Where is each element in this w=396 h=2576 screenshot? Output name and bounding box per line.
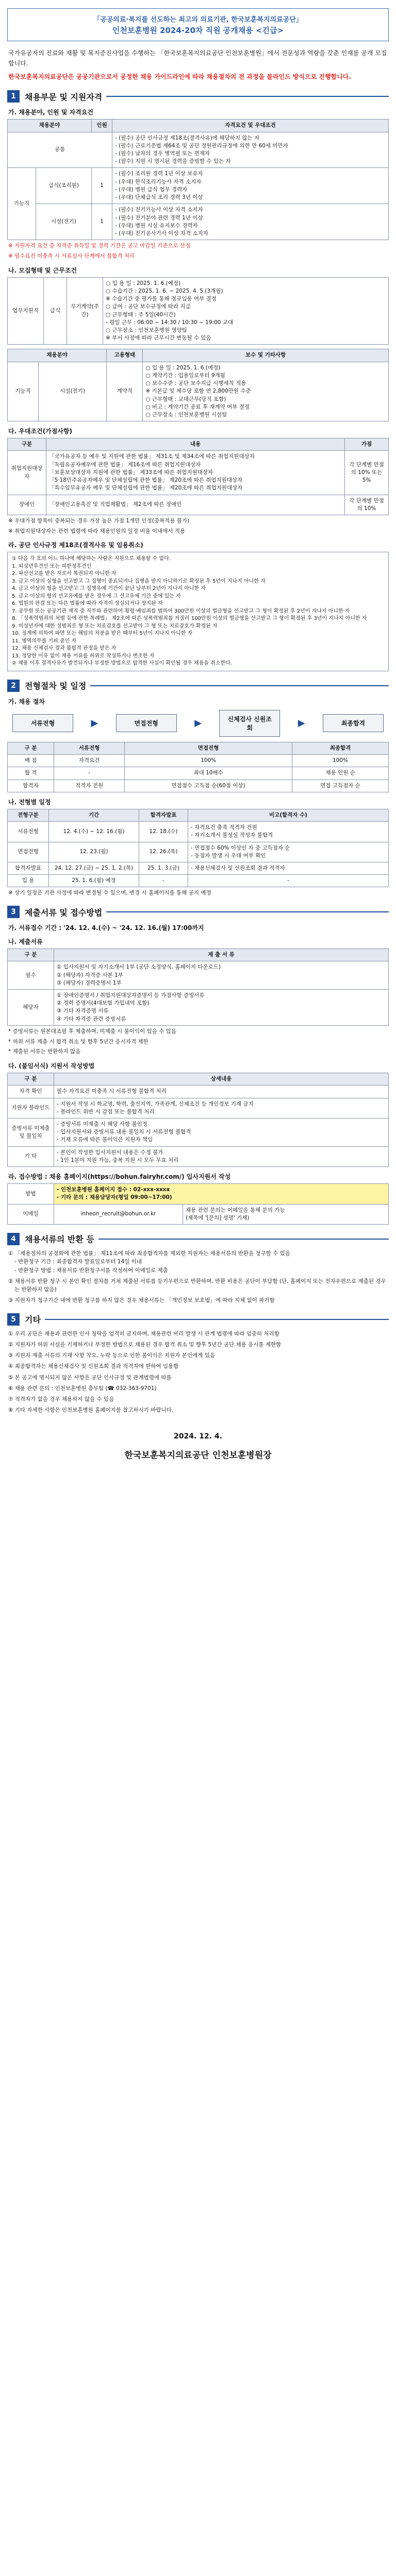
return-policy-list	[8, 1249, 388, 1305]
row-label: 방법	[8, 1184, 54, 1204]
section3-sub-a: 가. 서류접수 기간 : '24. 12. 4.(수) ~ '24. 12. 16.(월) 17:00까지	[8, 924, 204, 932]
employment-type: 무기계약(주간)	[67, 277, 103, 345]
table-row	[8, 862, 389, 874]
table-header: 구 분	[8, 949, 54, 961]
job-subcategory: 시설(전기)	[39, 362, 107, 421]
table-header: 내용	[46, 438, 345, 451]
table-header: 전형구분	[8, 809, 49, 821]
section4-number: 4	[7, 1233, 20, 1245]
table-header: 인원	[92, 120, 112, 132]
cell: - 지원서 작성 시 학교명, 학력, 출신지역, 가족관계, 신체조건 등 개인정보 기재 금지 - 블라인드 위반 시 감점 또는 불합격 처리	[54, 1098, 389, 1118]
note: * 제출된 서류는 반환하지 않음	[8, 1048, 81, 1055]
table-row	[8, 1184, 389, 1204]
table-header: 합격자발표	[139, 809, 188, 821]
note: * 증빙서류는 원본대조필 후 제출하며, 미제출 시 불이익이 있을 수 있음	[8, 1028, 176, 1035]
process-table	[7, 742, 389, 792]
cell: 적격자 전원	[54, 779, 125, 792]
row-label: 이메일	[8, 1204, 54, 1224]
table-header: 구분	[8, 438, 46, 451]
cell: 25. 1. 3.(금)	[139, 862, 188, 874]
table-row	[8, 451, 389, 495]
table-row	[8, 961, 389, 990]
cell: 25. 1. 6.(월) 예정	[49, 875, 139, 887]
job-headcount: 1	[92, 168, 112, 204]
row-label: 차격 확인	[8, 1086, 54, 1098]
section5-title: 기타	[25, 1315, 41, 1325]
table-header: 기간	[49, 809, 139, 821]
preference-points: 각 단계별 만점의 10% 또는 5%	[345, 451, 389, 495]
row-label: 해당자	[8, 990, 54, 1026]
row-label: 합격자발표	[8, 862, 49, 874]
cell: 면접 고득점자 순	[292, 779, 389, 792]
common-requirements: - (필수) 공단 인사규정 제18조(결격사유)에 해당하지 않는 자 - (필수) 근로기준법 제64조 및 공단 정원관리규정에 의한 만 60세 미만자 - (필수) 남자의 경우 병역필 또는 면제자 - (필수) 지원 시 명시된 경력을 증빙할 수 있는 자	[112, 132, 389, 168]
flow-step-checkup: 신체검사 신원조회	[219, 710, 280, 737]
section3-header	[7, 906, 389, 918]
table-row	[8, 1204, 389, 1224]
section1-header	[7, 90, 389, 103]
cell: ① 장애인증명서 / 취업지원대상자증명서 등 가점사항 증빙서류 ② 경력 증명서(4대보험 가입내역 포함) ③ 기타 자격증명 서류 ④ 기타 자격증 관련 증빙서류	[54, 990, 389, 1026]
cell: - 면접점수 60% 이상인 자 중 고득점자 순 - 동점자 발생 시 우대 여부 확인	[188, 842, 389, 862]
cell: 12. 26.(목)	[139, 842, 188, 862]
section2-number: 2	[7, 680, 20, 692]
cell: ① 입사지원서 및 자기소개서 1부 (공단 소정양식, 홈페이지 다운로드) ② (해당자) 자격증 사본 1부 ③ (해당자) 경력증명서 1부	[54, 961, 389, 990]
cell: - 인천보훈병원 홈페이지 접수 : 02-xxx-xxxx - 기타 문의 : 채용담당자(평일 09:00~17:00)	[54, 1184, 389, 1204]
cell: 자격요건	[54, 755, 125, 767]
cell: -	[188, 875, 389, 887]
table-row	[8, 755, 389, 767]
table-row	[8, 1146, 389, 1166]
page-title: 인천보훈병원 2024-20차 직원 공개채용 <긴급>	[112, 26, 284, 35]
application-guide-table	[7, 1073, 389, 1167]
job-requirements: - (필수) 전기기능사 이상 자격 소지자 - (필수) 전기분야 관련 경력 1년 이상 - (우대) 병원 시설 유지보수 경력자 - (우대) 전기공사기사 이상 자격 소지자	[112, 204, 389, 240]
section3-sub-b: 나. 제출서류	[8, 938, 43, 946]
table-row	[8, 779, 389, 792]
table-row	[8, 495, 389, 515]
section5-number: 5	[7, 1313, 20, 1326]
list-item: ④ 최종합격자는 채용신체검사 및 신원조회 결과 적격자에 한하여 임용함	[8, 1363, 179, 1370]
note: ※ 상기 일정은 기관 사정에 따라 변경될 수 있으며, 변경 시 홈페이지를 통해 공지 예정	[8, 890, 211, 896]
row-label: 서류전형	[8, 822, 49, 842]
section1-title: 채용부문 및 지원자격	[25, 92, 103, 102]
cell: 필수 자격요건 미충족 시 서류전형 불합격 처리	[54, 1086, 389, 1098]
cell: 채용 인원 순	[292, 767, 389, 779]
section1-sub-c: 다. 우대조건(가점사항)	[8, 428, 73, 435]
preference-type: 취업지원대상자	[8, 451, 46, 495]
common-label: 공통	[8, 132, 112, 168]
job-subcategory: 급식(조리원)	[36, 168, 92, 204]
list-item: ⑥ 채용 관련 문의 : 인천보훈병원 총무팀 (☎ 032-363-9701)	[8, 1385, 157, 1392]
etc-list	[8, 1330, 388, 1415]
table-row	[8, 822, 389, 842]
table-header: 채용분야	[8, 120, 92, 132]
section5-header	[7, 1313, 389, 1326]
row-label: 배 점	[8, 755, 54, 767]
employment-conditions: ○ 입 용 일 : 2025. 1. 6.(예정) ○ 계약기간 : 입용일로부터 9개월 ○ 보수수준 : 공단 보수지급 시행세칙 적용 ※ 기본급 및 제수당 포함 연 2,800만원 수준 ○ 근무형태 : 교대근무(당직 포함) ○ 비고 : 계약기간 종료 후 재계약 여부 결정 ○ 근무장소 : 인천보훈병원 시설팀	[143, 362, 389, 421]
note: ※ 취업지원대상자는 관련 법령에 따라 채용인원의 일정 비율 이내에서 적용	[8, 528, 186, 534]
job-headcount: 1	[92, 204, 112, 240]
section1-sub-b: 나. 모집형태 및 근무조건	[8, 266, 77, 274]
preference-type: 장애인	[8, 495, 46, 515]
table-row	[8, 767, 389, 779]
flow-step-document: 서류전형	[12, 714, 73, 732]
issuer-name: 한국보훈복지의료공단 인천보훈병원장	[124, 1450, 272, 1461]
note: ※ 지원자격 요건 중 자격증 취득일 및 경력 기간은 공고 마감일 기준으로 산정	[8, 243, 191, 249]
list-item: ③ 지원자가 청구기간 내에 반환 청구를 하지 않은 경우 채용서류는 「개인정보 보호법」에 따라 지체 없이 파기함	[8, 1297, 275, 1304]
row-label: 필수	[8, 961, 54, 990]
cell: 최대 10배수	[125, 767, 292, 779]
section2-sub-b: 나. 전형별 일정	[8, 798, 51, 806]
list-item: ⑦ 적격자가 없을 경우 채용하지 않을 수 있음	[8, 1396, 114, 1403]
table-header: 구 분	[8, 1073, 54, 1086]
table-row	[8, 875, 389, 887]
section4-header	[7, 1233, 389, 1245]
section3-sub-c: 다. (붙임서식) 지원서 작성방법	[8, 1062, 95, 1070]
table-header: 면접전형	[125, 742, 292, 754]
table-row	[8, 1086, 389, 1098]
cell: 24. 12. 27.(금) ~ 25. 1. 2.(목)	[49, 862, 139, 874]
section-divider	[106, 96, 389, 97]
table-header: 가점	[345, 438, 389, 451]
arrow-right-icon: ▶	[194, 718, 202, 729]
employment-type: 계약직	[107, 362, 143, 421]
list-item: ① 「채용절차의 공정화에 관한 법률」 제11조에 따라 최종합격자를 제외한 지원자는 채용서류의 반환을 청구할 수 있음 - 반환청구 기간 : 최종합격자 발표일로부터 14일 이내 - 반환청구 방법 : 채용서류 반환청구서를 작성하여 이메일로 제출	[8, 1250, 290, 1274]
row-label: 합격자	[8, 779, 54, 792]
blind-recruit-notice: 한국보훈복지의료공단은 공공기관으로서 공정한 채용 가이드라인에 따라 채용절차의 전 과정을 블라인드 방식으로 진행합니다.	[8, 73, 351, 80]
job-category: 기능직	[8, 362, 39, 421]
table-header: 채용분야	[8, 349, 107, 362]
job-subcategory: 시설(전기)	[36, 204, 92, 240]
section2-title: 전형절차 및 일정	[25, 681, 87, 691]
cell: 12. 18.(수)	[139, 822, 188, 842]
employment-conditions: ○ 입 용 일 : 2025. 1. 6.(예정) ○ 수습기간 : 2025. 1. 6. ~ 2025. 4. 5.(3개월) ※ 수습기간 중 평가를 통해 정규임용 여부 결정 ○ 급여 : 공단 보수규정에 따라 지급 ○ 근무형태 : 주 5일(40시간) - 평일 근무 : 06:00 ~ 14:30 / 10:30 ~ 19:00 교대 ○ 근무장소 : 인천보훈병원 영양팀 ※ 부서 사정에 따라 근무시간 변동될 수 있음	[103, 277, 389, 345]
note: * 허위 서류 제출 시 합격 취소 및 향후 5년간 응시자격 제한	[8, 1038, 148, 1045]
cell: - 채용신체검사 및 신원조회 결과 적격자	[188, 862, 389, 874]
section3-number: 3	[7, 906, 20, 918]
job-subcategory: 급식	[44, 277, 67, 345]
table-header: 자격요건 및 우대조건	[112, 120, 389, 132]
section-divider	[90, 685, 389, 686]
table-row	[8, 842, 389, 862]
job-category: 기능직	[8, 168, 36, 240]
preference-table	[7, 438, 389, 515]
section2-header	[7, 680, 389, 692]
cell: -	[139, 875, 188, 887]
section1-number: 1	[7, 90, 20, 103]
section3-sub-d: 라. 접수방법 : 채용 홈페이지(https://bohun.fairyhr.com/) 입사지원서 작성	[8, 1173, 231, 1181]
table-row	[8, 1118, 389, 1147]
table-row	[8, 1098, 389, 1118]
table-header: 서류전형	[54, 742, 125, 754]
documents-table	[7, 948, 389, 1026]
row-label: 입 용	[8, 875, 49, 887]
cell: 12. 4.(수) ~ 12. 16.(월)	[49, 822, 139, 842]
cell: - 자격요건 충족 적격자 전원 - 자기소개서 불성실 작성자 불합격	[188, 822, 389, 842]
section1-sub-a: 가. 채용분야, 인원 및 자격요건	[8, 109, 93, 116]
list-item: ② 지원자가 허위 사실을 기재하거나 부정한 방법으로 채용된 경우 합격 취소 및 향후 5년간 공단 채용 응시를 제한함	[8, 1341, 282, 1348]
flow-step-interview: 면접전형	[116, 714, 177, 732]
cell: 12. 23.(월)	[49, 842, 139, 862]
disqualification-box: ① 다음 각 호의 어느 하나에 해당하는 사람은 직원으로 채용할 수 없다. 1. 피성년후견인 또는 피한정후견인 2. 파산선고를 받은 자로서 복권되지 아니한 자 3. 금고 이상의 실형을 선고받고 그 집행이 종료되거나 집행을 받지 아니하기로 확정된 후 5년이 지나지 아니한 자 4. 금고 이상의 형을 선고받고 그 집행유예 기간이 끝난 날부터 2년이 지나지 아니한 자 5. 금고 이상의 형의 선고유예를 받은 경우에 그 선고유예 기간 중에 있는 자 6. 법원의 판결 또는 다른 법률에 따라 자격이 상실되거나 정지된 자 7. 공무원 또는 공공기관 재직 중 직무와 관련하여 횡령·배임죄를 범하여 300만원 이상의 벌금형을 선고받고 그 형이 확정된 후 2년이 지나지 아니한 자 8. 「성폭력범죄의 처벌 등에 관한 특례법」 제2조에 따른 성폭력범죄를 저질러 100만원 이상의 벌금형을 선고받고 그 형이 확정된 후 3년이 지나지 아니한 자 9. 미성년자에 대한 성범죄로 형 또는 치료감호를 선고받아 그 형 또는 치료감호가 확정된 자 10. 징계에 의하여 파면 또는 해임의 처분을 받은 때부터 5년이 지나지 아니한 자 11. 병역의무를 기피 중인 자 12. 채용 신체검사 결과 불합격 판정을 받은 자 13. 정당한 이유 없이 채용 서류를 허위로 작성하거나 변조한 자 ② 채용 이후 결격사유가 발견되거나 부정한 방법으로 합격한 사실이 확인될 경우 채용을 취소한다.	[7, 552, 389, 671]
table-header: 상세내용	[54, 1073, 389, 1086]
table-header: 제 출 서 류	[54, 949, 389, 961]
job-requirements: - (필수) 조리원 경력 1년 이상 보유자 - (우대) 한식조리기능사 자격 소지자 - (우대) 병원 급식 업무 경력자 - (우대) 단체급식 조리 경력 3년 이상	[112, 168, 389, 204]
header-box	[7, 8, 389, 41]
section-divider	[45, 1319, 389, 1320]
row-label: 기 타	[8, 1146, 54, 1166]
table-header: 최종합격	[292, 742, 389, 754]
section4-title: 채용서류의 반환 등	[25, 1234, 94, 1245]
arrow-right-icon: ▶	[298, 718, 305, 729]
preference-points: 각 단계별 만점의 10%	[345, 495, 389, 515]
section-divider	[106, 911, 389, 912]
employment-table-1	[7, 277, 389, 345]
list-item: ⑧ 기타 자세한 사항은 인천보훈병원 홈페이지를 참고하시기 바랍니다.	[8, 1407, 174, 1414]
preference-content: 「장애인고용촉진 및 직업재활법」 제2조에 따른 장애인	[46, 495, 345, 515]
row-label: 면접전형	[8, 842, 49, 862]
cell: 100%	[292, 755, 389, 767]
table-header: 고용형태	[107, 349, 143, 362]
table-header: 보수 및 기타사항	[143, 349, 389, 362]
list-item: ② 채용서류 반환 청구 시 본인 확인 절차를 거쳐 제출된 서류를 등기우편으로 반환하며, 반환 비용은 공단이 부담함 (단, 홈페이지 또는 전자우편으로 제출된 경우는 반환하지 않음)	[8, 1278, 386, 1293]
row-label: 증빙서류 미제출 및 불일치	[8, 1118, 54, 1147]
arrow-right-icon: ▶	[91, 718, 98, 729]
table-header: 비고(합격자 수)	[188, 809, 389, 821]
contact-table	[7, 1183, 389, 1225]
job-category: 업무지원직	[8, 277, 44, 345]
header-subtitle: 「공공의료·복지를 선도하는 최고의 의료기관, 한국보훈복지의료공단」	[93, 16, 303, 24]
note: ※ 우대가점 항목이 중복되는 경우 가장 높은 가점 1개만 인정(중복적용 불가)	[8, 517, 190, 524]
intro-text: 국가유공자의 진료와 재활 및 복지증진사업을 수행하는 「한국보훈복지의료공단 인천보훈병원」에서 전문성과 역량을 갖춘 인재를 공개 모집합니다.	[8, 49, 387, 67]
list-item: ③ 지원자 제출 서류의 기재 사항 착오, 누락 등으로 인한 불이익은 지원자 본인에게 있음	[8, 1352, 216, 1359]
section3-title: 제출서류 및 접수방법	[25, 907, 103, 918]
table-header: 구 분	[8, 742, 54, 754]
section1-sub-d: 라. 공단 인사규정 제18조(결격사유 및 임용취소)	[8, 541, 143, 549]
table-row	[8, 990, 389, 1026]
cell: - 본인이 작성한 입사지원서 내용은 수정 불가 - 1인 1분야 지원 가능, 중복 지원 시 모두 무효 처리	[54, 1146, 389, 1166]
notice-date: 2024. 12. 4.	[174, 1432, 222, 1440]
preference-content: 「국가유공자 등 예우 및 지원에 관한 법률」 제31조 및 제34조에 따른 취업지원대상자 「독립유공자예우에 관한 법률」 제16조에 따른 취업지원대상자 「보훈보상대상자 지원에 관한 법률」 제33조에 따른 취업지원대상자 「5·18민주유공자예우 및 단체설립에 관한 법률」 제20조에 따른 취업지원대상자 「특수임무유공자 예우 및 단체설립에 관한 법률」 제20조에 따른 취업지원대상자	[46, 451, 345, 495]
row-label: 지원자 블라인드	[8, 1098, 54, 1118]
list-item: ① 우리 공단은 채용과 관련한 인사 청탁을 엄격히 금지하며, 채용관련 비리 발생 시 관계 법령에 따라 엄중히 처리함	[8, 1330, 279, 1337]
cell: - 증빙서류 미제출 시 해당 사항 불인정 - 입사지원서와 증빙서류 내용 불일치 시 서류전형 불합격 - 기재 오류에 따른 불이익은 지원자 책임	[54, 1118, 389, 1147]
email-link[interactable]: inheon_recruit@bohun.or.kr	[54, 1204, 183, 1224]
flow-step-final: 최종합격	[323, 714, 384, 732]
schedule-table	[7, 809, 389, 888]
note: ※ 필수요건 미충족 시 서류심사 단계에서 불합격 처리	[8, 252, 135, 259]
qualification-table	[7, 119, 389, 240]
section-divider	[98, 1239, 389, 1240]
cell: -	[54, 767, 125, 779]
process-flow	[12, 710, 384, 737]
section2-sub-a: 가. 채용 절차	[8, 698, 45, 705]
list-item: ⑤ 본 공고에 명시되지 않은 사항은 공단 인사규정 및 관계법령에 따름	[8, 1374, 172, 1381]
cell: 100%	[125, 755, 292, 767]
employment-table-2	[7, 349, 389, 421]
cell: 채용 관련 문의는 이메일을 통해 문의 가능 (제목에 '[문의] 성명' 기재)	[183, 1204, 389, 1224]
row-label: 합 격	[8, 767, 54, 779]
cell: 면접점수 고득점 순(60점 이상)	[125, 779, 292, 792]
